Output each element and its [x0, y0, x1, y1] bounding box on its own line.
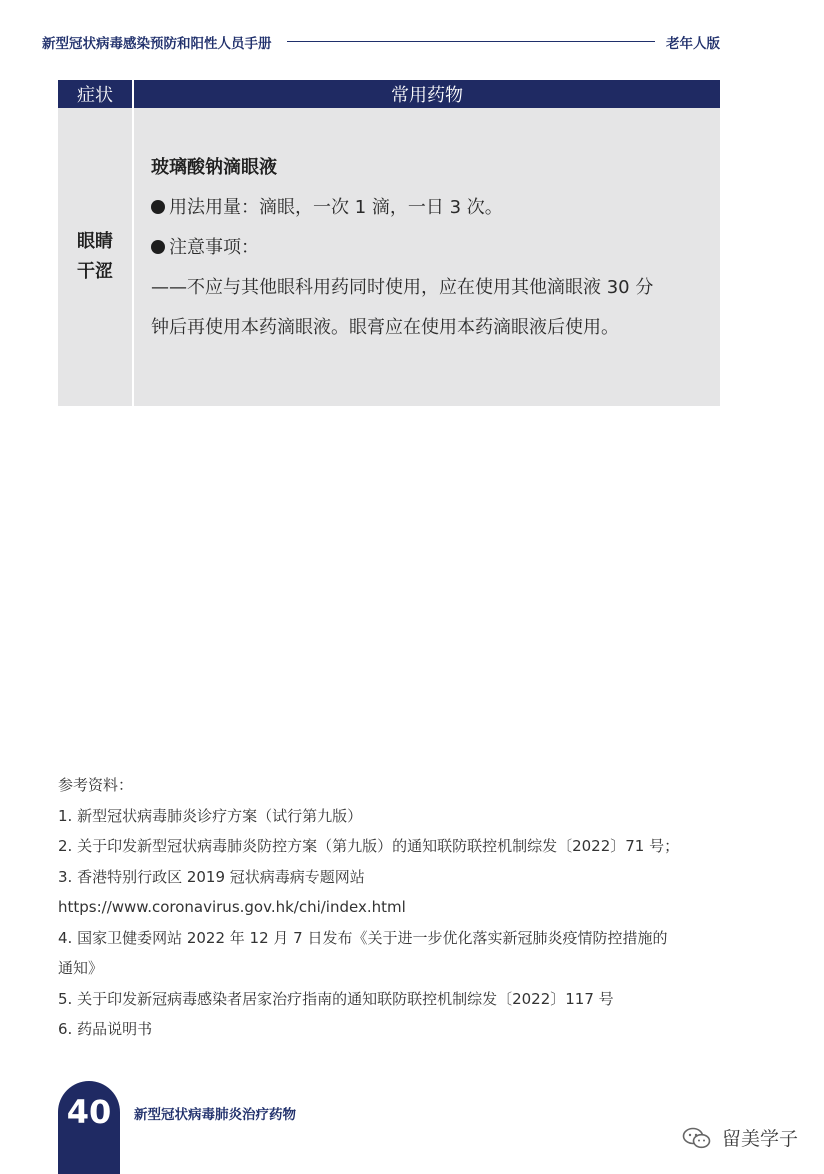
header-divider [287, 41, 655, 42]
wechat-icon [682, 1127, 712, 1149]
reference-item: 3. 香港特别行政区 2019 冠状病毒病专题网站 [58, 867, 365, 886]
usage-line [151, 188, 720, 228]
usage-text: 用法用量：滴眼，一次 1 滴，一日 3 次。 [169, 197, 503, 218]
page-number: 40 [58, 1081, 120, 1174]
column-header-medicine: 常用药物 [391, 85, 463, 106]
reference-item: 6. 药品说明书 [58, 1020, 153, 1038]
references-section [58, 770, 738, 1045]
medicine-table [58, 80, 720, 406]
symptom-cell [58, 108, 134, 406]
reference-item: 5. 关于印发新冠病毒感染者居家治疗指南的通知联防联控机制综发〔2022〕117 号 [58, 989, 614, 1008]
header-title: 新型冠状病毒感染预防和阳性人员手册 [42, 36, 272, 52]
watermark [682, 1124, 798, 1151]
table-row [58, 108, 720, 406]
reference-item: 2. 关于印发新型冠状病毒肺炎防控方案（第九版）的通知联防联控机制综发〔2022〕71 号； [58, 837, 680, 855]
watermark-text: 留美学子 [721, 1128, 798, 1150]
reference-item: 通知》 [58, 959, 104, 977]
bullet-icon [151, 200, 165, 214]
caution-text-line: 钟后再使用本药滴眼液。眼膏应在使用本药滴眼液后使用。 [151, 317, 619, 338]
symptom-line: 眼睛 [77, 231, 113, 252]
medicine-cell [134, 108, 720, 406]
drug-name: 玻璃酸钠滴眼液 [151, 157, 277, 178]
reference-item: 1. 新型冠状病毒肺炎诊疗方案（试行第九版） [58, 806, 363, 825]
reference-url: https://www.coronavirus.gov.hk/chi/index.html [58, 898, 406, 916]
header-edition: 老年人版 [666, 36, 720, 52]
column-header-symptom: 症状 [58, 80, 134, 108]
caution-title: 注意事项： [169, 237, 259, 258]
caution-title-line [151, 228, 720, 268]
caution-text-line: ——不应与其他眼科用药同时使用，应在使用其他滴眼液 30 分 [151, 277, 654, 298]
bullet-icon [151, 240, 165, 254]
table-header [58, 80, 720, 108]
symptom-line: 干涩 [77, 261, 113, 282]
footer-title: 新型冠状病毒肺炎治疗药物 [134, 1107, 296, 1123]
references-title: 参考资料： [58, 776, 134, 794]
reference-item: 4. 国家卫健委网站 2022 年 12 月 7 日发布《关于进一步优化落实新冠肺炎疫情防控措施的 [58, 928, 668, 947]
